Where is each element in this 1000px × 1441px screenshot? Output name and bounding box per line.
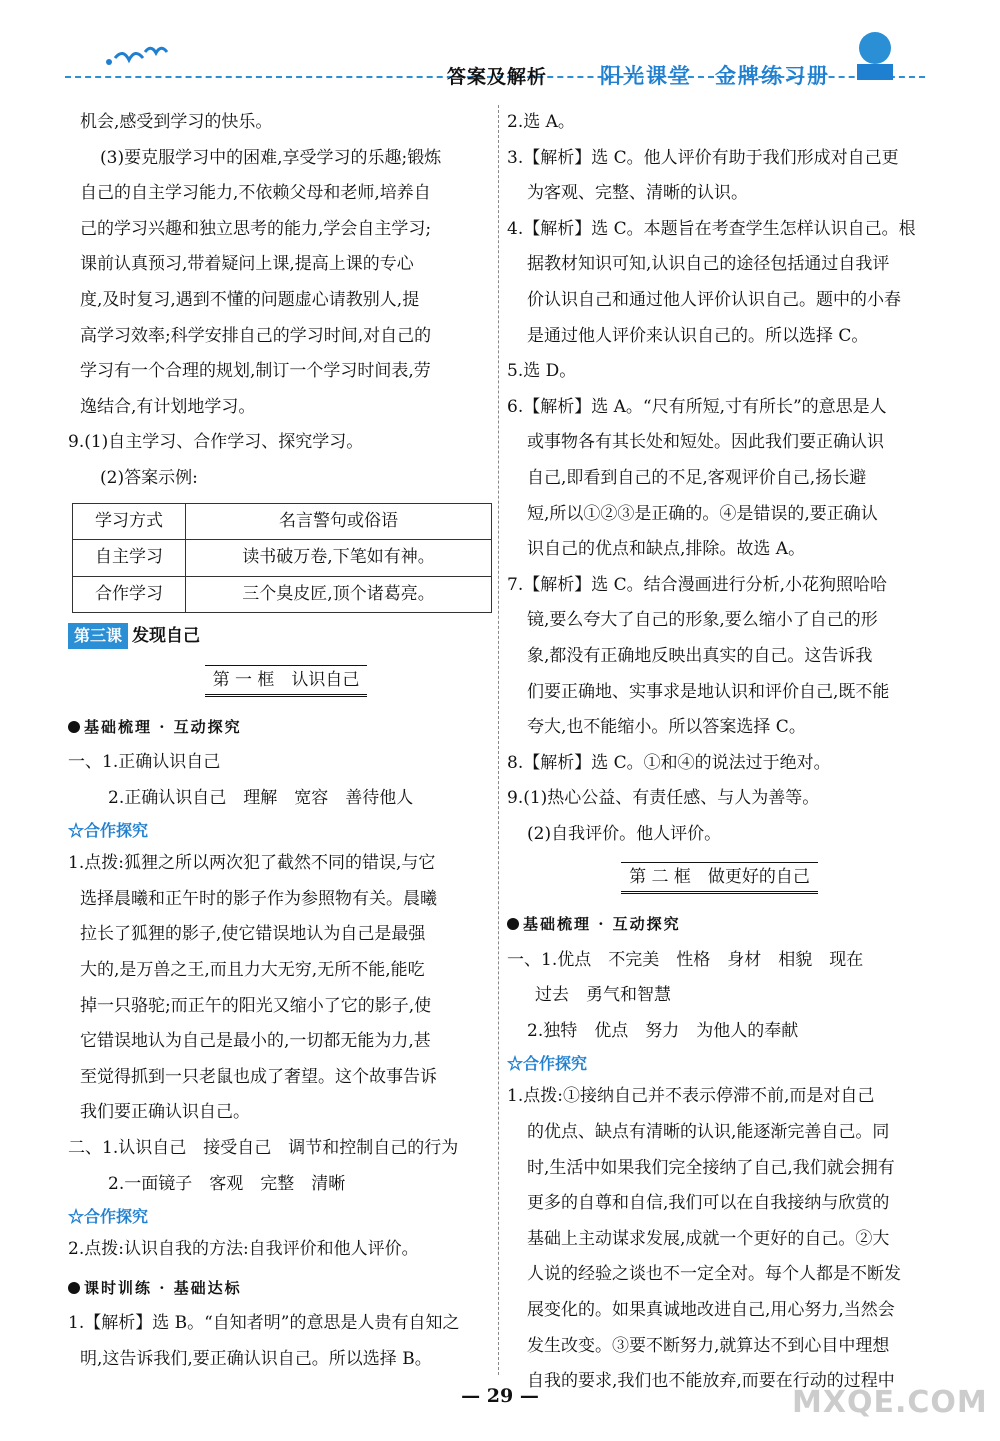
- table-cell: 名言警句或俗语: [186, 503, 492, 540]
- text-line: 己的学习兴趣和独立思考的能力,学会自主学习;: [80, 218, 432, 239]
- text-line: 自我的要求,我们也不能放弃,而要在行动的过程中: [527, 1371, 895, 1392]
- watermark: MXQE.COM: [792, 1385, 988, 1420]
- header-left-title: 答案及解析: [447, 66, 548, 88]
- text-line: 3.【解析】选 C。他人评价有助于我们形成对自己更: [507, 147, 899, 168]
- text-line: (2)自我评价。他人评价。: [527, 823, 722, 844]
- star-icon: ☆: [68, 1207, 85, 1227]
- table-row: [73, 540, 492, 577]
- section-title: [80, 663, 492, 699]
- text-line: 4.【解析】选 C。本题旨在考查学生怎样认识自己。根: [507, 218, 916, 239]
- text-line: 基础上主动谋求发展,成就一个更好的自己。②大: [527, 1228, 890, 1249]
- text-line: 据教材知识可知,认识自己的途径包括通过自我评: [527, 254, 890, 275]
- text-line: 大的,是万兽之王,而且力大无穷,无所不能,能吃: [80, 960, 425, 981]
- page-number: — 29 —: [461, 1385, 539, 1407]
- text-line: 至觉得抓到一只老鼠也成了奢望。这个故事告诉: [80, 1066, 437, 1087]
- birds-icon: [75, 36, 185, 76]
- text-line: 机会,感受到学习的快乐。: [80, 112, 273, 132]
- text-line: 或事物各有其长处和短处。因此我们要正确认识: [527, 432, 884, 453]
- text-line: 一、1.优点 不完美 性格 身材 相貌 现在: [507, 949, 864, 970]
- table-cell: 读书破万卷,下笔如有神。: [186, 540, 492, 577]
- text-line: 价认识自己和通过他人评价认识自己。题中的小春: [527, 289, 901, 310]
- table-row: [73, 503, 492, 540]
- section-title-text: 第 一 框 认识自己: [205, 665, 368, 697]
- text-line: 1.点拨:狐狸之所以两次犯了截然不同的错误,与它: [68, 853, 436, 874]
- bullet-icon: [507, 918, 519, 930]
- text-line: (3)要克服学习中的困难,享受学习的乐趣;锻炼: [100, 147, 442, 168]
- text-line: 明,这告诉我们,要正确认识自己。所以选择 B。: [80, 1349, 432, 1369]
- table-row: [73, 576, 492, 613]
- text-line: 自己,即看到自己的不足,客观评价自己,扬长避: [527, 467, 867, 488]
- section-tag-label: 基础梳理 · 互动探究: [523, 915, 681, 934]
- text-line: 逸结合,有计划地学习。: [80, 396, 256, 417]
- text-line: 2.一面镜子 客观 完整 清晰: [108, 1173, 346, 1194]
- text-line: 7.【解析】选 C。结合漫画进行分析,小花狗照哈哈: [507, 574, 888, 595]
- text-line: 5.选 D。: [507, 361, 577, 382]
- right-column: [507, 105, 932, 1400]
- text-line: 1.【解析】选 B。“自知者明”的意思是人贵有自知之: [68, 1313, 460, 1334]
- text-line: 1.点拨:①接纳自己并不表示停滞不前,而是对自己: [507, 1086, 875, 1107]
- lesson-heading: [68, 619, 492, 655]
- text-line: 夸大,也不能缩小。所以答案选择 C。: [527, 717, 806, 738]
- section-tag: [68, 1274, 242, 1302]
- text-line: 拉长了狐狸的影子,使它错误地认为自己是最强: [80, 924, 426, 945]
- text-line: 掉一只骆驼;而正午的阳光又缩小了它的影子,使: [80, 995, 432, 1016]
- lesson-title: 发现自己: [132, 626, 201, 647]
- text-line: 2.点拨:认识自我的方法:自我评价和他人评价。: [68, 1239, 419, 1260]
- text-line: (2)答案示例:: [100, 467, 198, 488]
- text-line: 发生改变。③要不断努力,就算达不到心目中理想: [527, 1335, 890, 1356]
- lesson-tag: 第三课: [68, 623, 128, 649]
- coop-heading: [68, 816, 492, 846]
- text-line: 二、1.认识自己 接受自己 调节和控制自己的行为: [68, 1138, 459, 1159]
- left-column: [68, 105, 492, 1378]
- text-line: 一、1.正确认识自己: [68, 752, 221, 773]
- text-line: 镜,要么夸大了自己的形象,要么缩小了自己的形: [527, 610, 878, 631]
- text-line: 6.【解析】选 A。“尺有所短,寸有所长”的意思是人: [507, 396, 887, 417]
- text-line: 展变化的。如果真诚地改进自己,用心努力,当然会: [527, 1300, 895, 1320]
- bullet-icon: [68, 1282, 80, 1294]
- text-line: 的优点、缺点有清晰的认识,能逐渐完善自己。同: [527, 1122, 890, 1143]
- section-title: [507, 860, 932, 896]
- coop-label: 合作探究: [523, 1054, 588, 1074]
- text-line: 度,及时复习,遇到不懂的问题虚心请教别人,提: [80, 289, 420, 310]
- text-line: 9.(1)热心公益、有责任感、与人为善等。: [507, 788, 820, 809]
- text-line: 为客观、完整、清晰的认识。: [527, 183, 748, 204]
- bullet-icon: [68, 721, 80, 733]
- text-line: 8.【解析】选 C。①和④的说法过于绝对。: [507, 752, 831, 773]
- text-line: 2.正确认识自己 理解 宽容 善待他人: [108, 787, 414, 808]
- star-icon: ☆: [507, 1054, 524, 1074]
- text-line: 选择晨曦和正午时的影子作为参照物有关。晨曦: [80, 888, 437, 909]
- answer-table: [72, 503, 492, 614]
- section-tag-label: 课时训练 · 基础达标: [84, 1278, 242, 1297]
- header-right-title: 阳光课堂 金牌练习册: [600, 63, 830, 88]
- text-line: 人说的经验之谈也不一定全对。每个人都是不断发: [527, 1264, 901, 1285]
- column-divider: [498, 105, 499, 1375]
- table-cell: 学习方式: [73, 503, 186, 540]
- text-line: 识自己的优点和缺点,排除。故选 A。: [527, 539, 806, 560]
- text-line: 我们要正确认识自己。: [80, 1102, 250, 1123]
- table-cell: 合作学习: [73, 576, 186, 613]
- table-cell: 自主学习: [73, 540, 186, 577]
- page-header: [55, 40, 935, 98]
- section-tag: [507, 910, 681, 938]
- text-line: 短,所以①②③是正确的。④是错误的,要正确认: [527, 503, 878, 524]
- section-tag-label: 基础梳理 · 互动探究: [84, 717, 242, 736]
- text-line: 高学习效率;科学安排自己的学习时间,对自己的: [80, 325, 432, 346]
- text-line: 自己的自主学习能力,不依赖父母和老师,培养自: [80, 183, 431, 204]
- globe-icon: [845, 24, 905, 82]
- coop-heading: [68, 1202, 492, 1232]
- text-line: 是通过他人评价来认识自己的。所以选择 C。: [527, 325, 869, 346]
- coop-label: 合作探究: [84, 1207, 149, 1227]
- text-line: 更多的自尊和自信,我们可以在自我接纳与欣赏的: [527, 1193, 890, 1214]
- section-title-text: 第 二 框 做更好的自己: [621, 862, 818, 894]
- text-line: 课前认真预习,带着疑问上课,提高上课的专心: [80, 254, 414, 275]
- text-line: 它错误地认为自己是最小的,一切都无能为力,甚: [80, 1031, 431, 1052]
- text-line: 过去 勇气和智慧: [535, 985, 671, 1006]
- text-line: 学习有一个合理的规划,制订一个学习时间表,劳: [80, 361, 431, 382]
- text-line: 时,生活中如果我们完全接纳了自己,我们就会拥有: [527, 1157, 895, 1178]
- section-tag: [68, 713, 242, 741]
- coop-heading: [507, 1049, 932, 1079]
- text-line: 象,都没有正确地反映出真实的自己。这告诉我: [527, 645, 873, 666]
- coop-label: 合作探究: [84, 821, 149, 841]
- text-line: 2.独特 优点 努力 为他人的奉献: [527, 1020, 799, 1041]
- star-icon: ☆: [68, 821, 85, 841]
- question-9: 9.(1)自主学习、合作学习、探究学习。: [68, 432, 364, 453]
- text-line: 2.选 A。: [507, 112, 575, 132]
- table-cell: 三个臭皮匠,顶个诸葛亮。: [186, 576, 492, 613]
- text-line: 们要正确地、实事求是地认识和评价自己,既不能: [527, 681, 890, 702]
